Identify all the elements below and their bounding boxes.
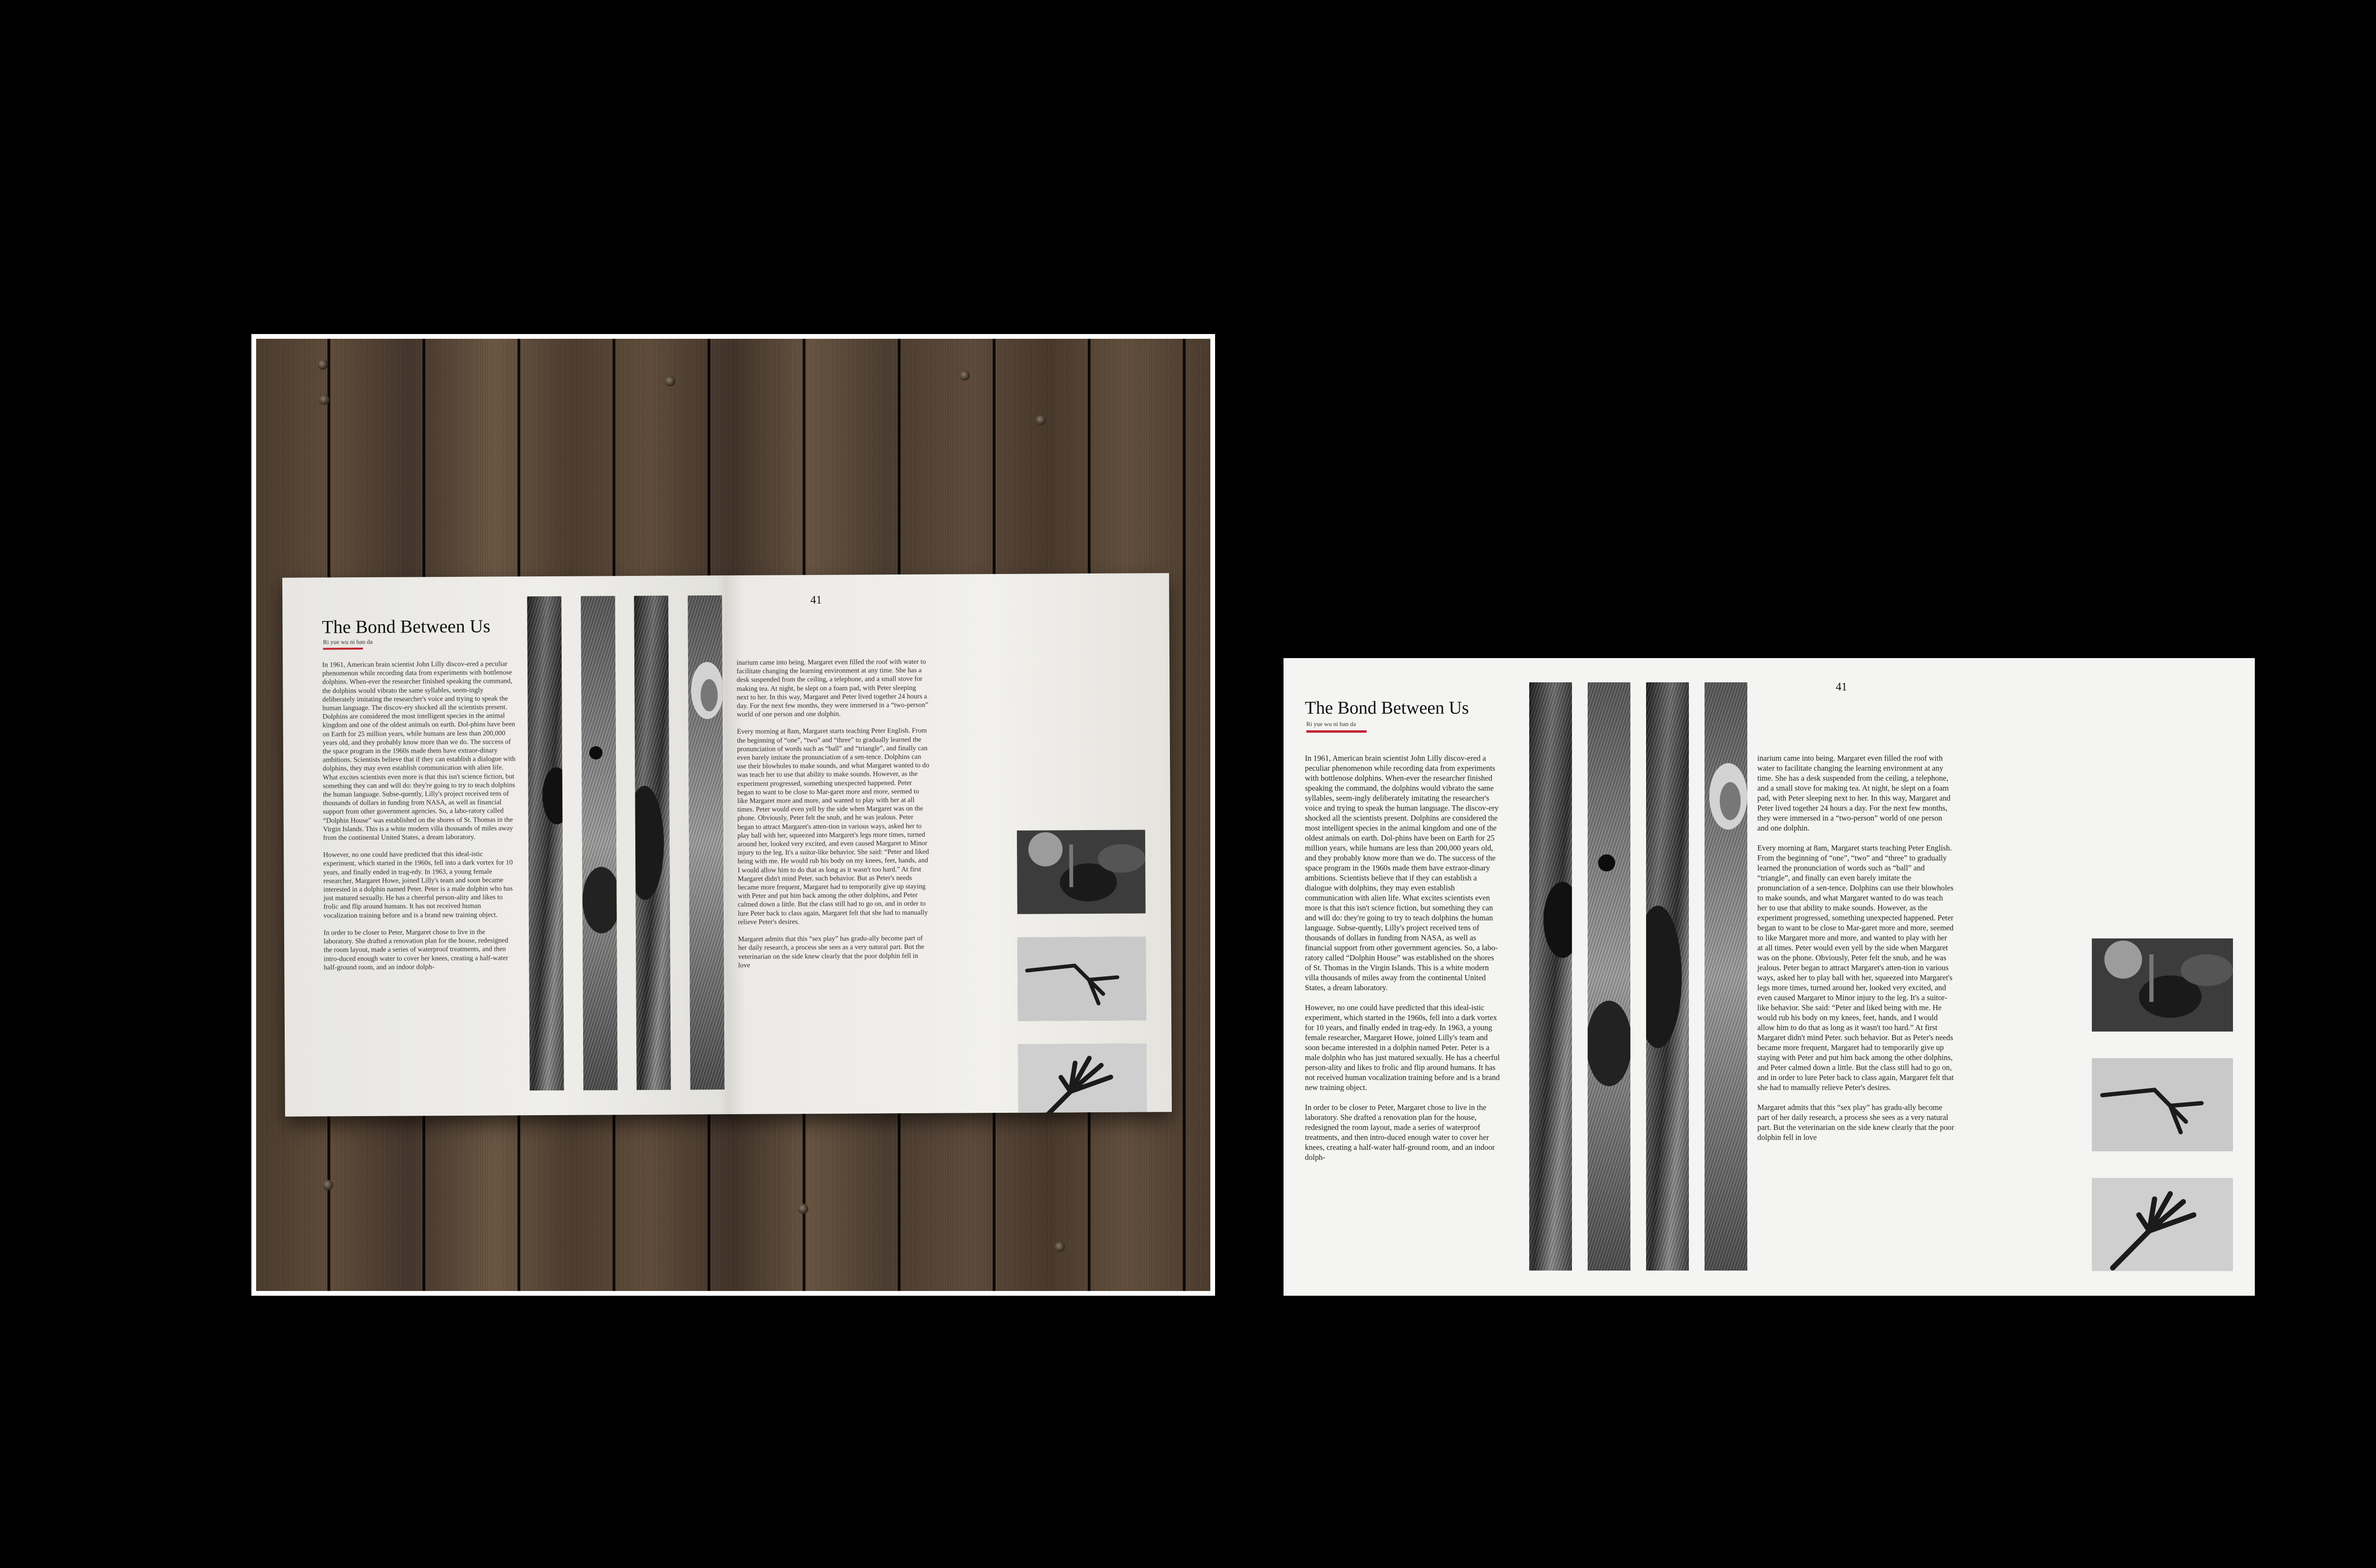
right-page [1757,658,2255,1296]
paragraph: inarium came into being. Margaret even filled the roof with water to facilitate changing the learning environment at any time. She has a desk suspended from the ceiling, a telephone, and a small stove for making tea. At night, he slept on a foam pad, with Peter sleeping next to her. In this way, Margaret and Peter lived together 24 hours a day. For the next few months, they were immersed in a “two-person” world of one person and one dolphin. [736,658,929,719]
right-text-column [737,658,931,970]
photo-strip [581,596,617,1090]
photo-strip [527,596,564,1090]
photo-monkey-hand [1017,830,1146,914]
paragraph: In 1961, American brain scientist John Lilly discov-ered a peculiar phenomenon while recording data from experiments with bottlenose dolphins. When-ever the researcher finished speaking the command, the dolphins would vibrato the same syllables, seem-ingly deliberately imitating the researcher's voice and trying to speak the human language. The discov-ery shocked all the scientists present. Dolphins are considered the most intelligent species in the animal kingdom and one of the oldest animals on earth. Dol-phins have been on Earth for 25 million years, while humans are less than 200,000 years old, and they probably know more than we do. The success of the space program in the 1960s made them have extraor-dinary ambitions. Scientists believe that if they can establish a dialogue with dolphins, they may even establish communication with alien life. What excites scientists even more is that this isn't science fiction, but something they can and will do: they're going to try to teach dolphins the human language. Subse-quently, Lilly's project received tens of thousands of dollars in funding from NASA, as well as financial support from other government agencies. So, a labo-ratory called “Dolphin House” was established on the shores of St. Thomas in the Virgin Islands. This is a white modern villa thousands of miles away from the continental United States, a dream laboratory. [1305,754,1499,992]
nail-head [665,376,675,386]
paragraph: However, no one could have predicted that this ideal-istic experiment, which started in the 1960s, fell into a dark vortex for 10 years, and finally ended in trag-edy. In 1963, a young female researcher, Margaret Howe, joined Lilly's team and soon became interested in a dolphin named Peter. Peter is a male dolphin who has just matured sexually. He has a cheerful person-ality and likes to frolic and flip around humans. It has not received human vocalization training before and is a brand new training object. [1305,1003,1500,1092]
photo-strip [1646,682,1689,1271]
page-number: 41 [1836,681,1847,693]
photo-strip [1529,682,1572,1271]
paragraph: Every morning at 8am, Margaret starts teaching Peter English. From the beginning of “one”, “two” and “three” to gradually learned the pronunciation of words such as “ball” and “triangle”, and finally can even barely imitate the pronunciation of a sen-tence. Dolphins can use their blowholes to make sounds, and what Margaret wanted to do was teach her to use that ability to make sounds. However, as the experiment progressed, something unexpected happened. Peter began to want to be close to Mar-garet more and more, seemed to like Margaret more and more, and wanted to play with her at all times. Peter would even yell by the side when Margaret was on the phone. Obviously, Peter felt the snub, and he was jealous. Peter began to attract Margaret's atten-tion in various ways, asked her to play ball with her, squeezed into Margaret's legs more times, turned around her, looked very excited, and even caused Margaret to Minor injury to the leg. It's a suitor-like behavior. She said: “Peter and liked being with me. He would rub his body on my knees, feet, hands, and I would allow him to do that as long as it wasn't too hard.” At first Margaret didn't mind Peter. such behavior. But as Peter's needs became more frequent, Margaret had to temporarily give up staying with Peter and put him back among the other dolphins, and Peter calmed down a little. But the class still had to go on, and in order to lure Peter back to class again, Margaret felt that she had to manually relieve Peter's desires. [737,727,929,926]
photo-strip [1588,682,1630,1271]
nail-head [959,370,970,381]
photo-bird-claw [1017,937,1146,1021]
nail-head [317,359,328,370]
paragraph: inarium came into being. Margaret even filled the roof with water to facilitate changing the learning environment at any time. She has a desk suspended from the ceiling, a telephone, and a small stove for making tea. At night, he slept on a foam pad, with Peter sleeping next to her. In this way, Margaret and Peter lived together 24 hours a day. For the next few months, they were immersed in a “two-person” world of one person and one dolphin. [1757,754,1951,832]
nail-head [323,1180,333,1190]
article-title: The Bond Between Us [322,616,490,638]
nail-head [1035,415,1046,425]
left-page [282,575,728,1117]
left-text-column [1305,753,1502,1162]
photo-strip [1705,682,1747,1271]
left-text-column [322,660,517,972]
right-page [726,573,1172,1114]
paragraph: In order to be closer to Peter, Margaret chose to live in the laboratory. She drafted a renovation plan for the house, redesigned the room layout, made a series of waterproof treatments, and then intro-duced enough water to cover her knees, creating a half-water half-ground room, and an indoor dolph- [1305,1103,1495,1162]
photo-monkey-hand [2092,938,2233,1032]
photo-bird-claw [2092,1058,2233,1151]
photographed-magazine-spread [282,573,1172,1117]
nail-head [1054,1242,1065,1252]
left-page [1284,658,1769,1296]
photo-strip [688,595,724,1090]
paragraph: Margaret admits that this “sex play” has gradu-ally become part of her daily research, a process she sees as a very natural part. But the veterinarian on the side knew clearly that the poor dolphin fell in love [738,934,925,969]
mockup-photo-frame [251,334,1215,1296]
nail-head [798,1204,808,1214]
title-accent-rule [1306,730,1367,733]
article-subtitle: Ri yue wu ni ban da [1306,720,1356,727]
page-number: 41 [810,593,822,607]
paragraph: In 1961, American brain scientist John Lilly discov-ered a peculiar phenomenon while recording data from experiments with bottlenose dolphins. When-ever the researcher finished speaking the command, the dolphins would vibrato the same syllables, seem-ingly deliberately imitating the researcher's voice and trying to speak the human language. The discov-ery shocked all the scientists present. Dolphins are considered the most intelligent species in the animal kingdom and one of the oldest animals on earth. Dol-phins have been on Earth for 25 million years, while humans are less than 200,000 years old, and they probably know more than we do. The success of the space program in the 1960s made them have extraor-dinary ambitions. Scientists believe that if they can establish a dialogue with dolphins, they may even establish communication with alien life. What excites scientists even more is that this isn't science fiction, but something they can and will do: they're going to try to teach dolphins the human language. Subse-quently, Lilly's project received tens of thousands of dollars in funding from NASA, as well as financial support from other government agencies. So, a labo-ratory called “Dolphin House” was established on the shores of St. Thomas in the Virgin Islands. This is a white modern villa thousands of miles away from the continental United States, a dream laboratory. [322,660,516,842]
paragraph: In order to be closer to Peter, Margaret chose to live in the laboratory. She drafted a renovation plan for the house, redesigned the room layout, made a series of waterproof treatments, and then intro-duced enough water to cover her knees, creating a half-water half-ground room, and an indoor dolph- [323,928,508,972]
right-text-column [1757,753,1954,1142]
photo-strip [634,596,671,1090]
nail-head [319,394,329,405]
article-subtitle: Ri yue wu ni ban da [323,638,373,646]
flat-magazine-spread [1284,658,2255,1296]
wooden-desk-background [256,339,1210,1291]
paragraph: Margaret admits that this “sex play” has gradu-ally become part of her daily research, a process she sees as a very natural part. But the veterinarian on the side knew clearly that the poor dolphin fell in love [1757,1103,1954,1142]
title-accent-rule [323,648,363,650]
photo-human-hand [2092,1178,2233,1271]
paragraph: Every morning at 8am, Margaret starts teaching Peter English. From the beginning of “one”, “two” and “three” to gradually learned the pronunciation of words such as “ball” and “triangle”, and finally can even barely imitate the pronunciation of a sen-tence. Dolphins can use their blowholes to make sounds, and what Margaret wanted to do was teach her to use that ability to make sounds. However, as the experiment progressed, something unexpected happened. Peter began to want to be close to Mar-garet more and more, seemed to like Margaret more and more, and wanted to play with her at all times. Peter would even yell by the side when Margaret was on the phone. Obviously, Peter felt the snub, and he was jealous. Peter began to attract Margaret's atten-tion in various ways, asked her to play ball with her, squeezed into Margaret's legs more times, turned around her, looked very excited, and even caused Margaret to Minor injury to the leg. It's a suitor-like behavior. She said: “Peter and liked being with me. He would rub his body on my knees, feet, hands, and I would allow him to do that as long as it wasn't too hard.” At first Margaret didn't mind Peter. such behavior. But as Peter's needs became more frequent, Margaret had to temporarily give up staying with Peter and put him back among the other dolphins, and Peter calmed down a little. But the class still had to go on, and in order to lure Peter back to class again, Margaret felt that she had to manually relieve Peter's desires. [1757,843,1954,1092]
paragraph: However, no one could have predicted that this ideal-istic experiment, which started in the 1960s, fell into a dark vortex for 10 years, and finally ended in trag-edy. In 1963, a young female researcher, Margaret Howe, joined Lilly's team and soon became interested in a dolphin named Peter. Peter is a male dolphin who has just matured sexually. He has a cheerful person-ality and likes to frolic and flip around humans. It has not received human vocalization training before and is a brand new training object. [323,850,513,920]
photo-human-hand [1018,1043,1147,1116]
article-title: The Bond Between Us [1305,698,1469,718]
